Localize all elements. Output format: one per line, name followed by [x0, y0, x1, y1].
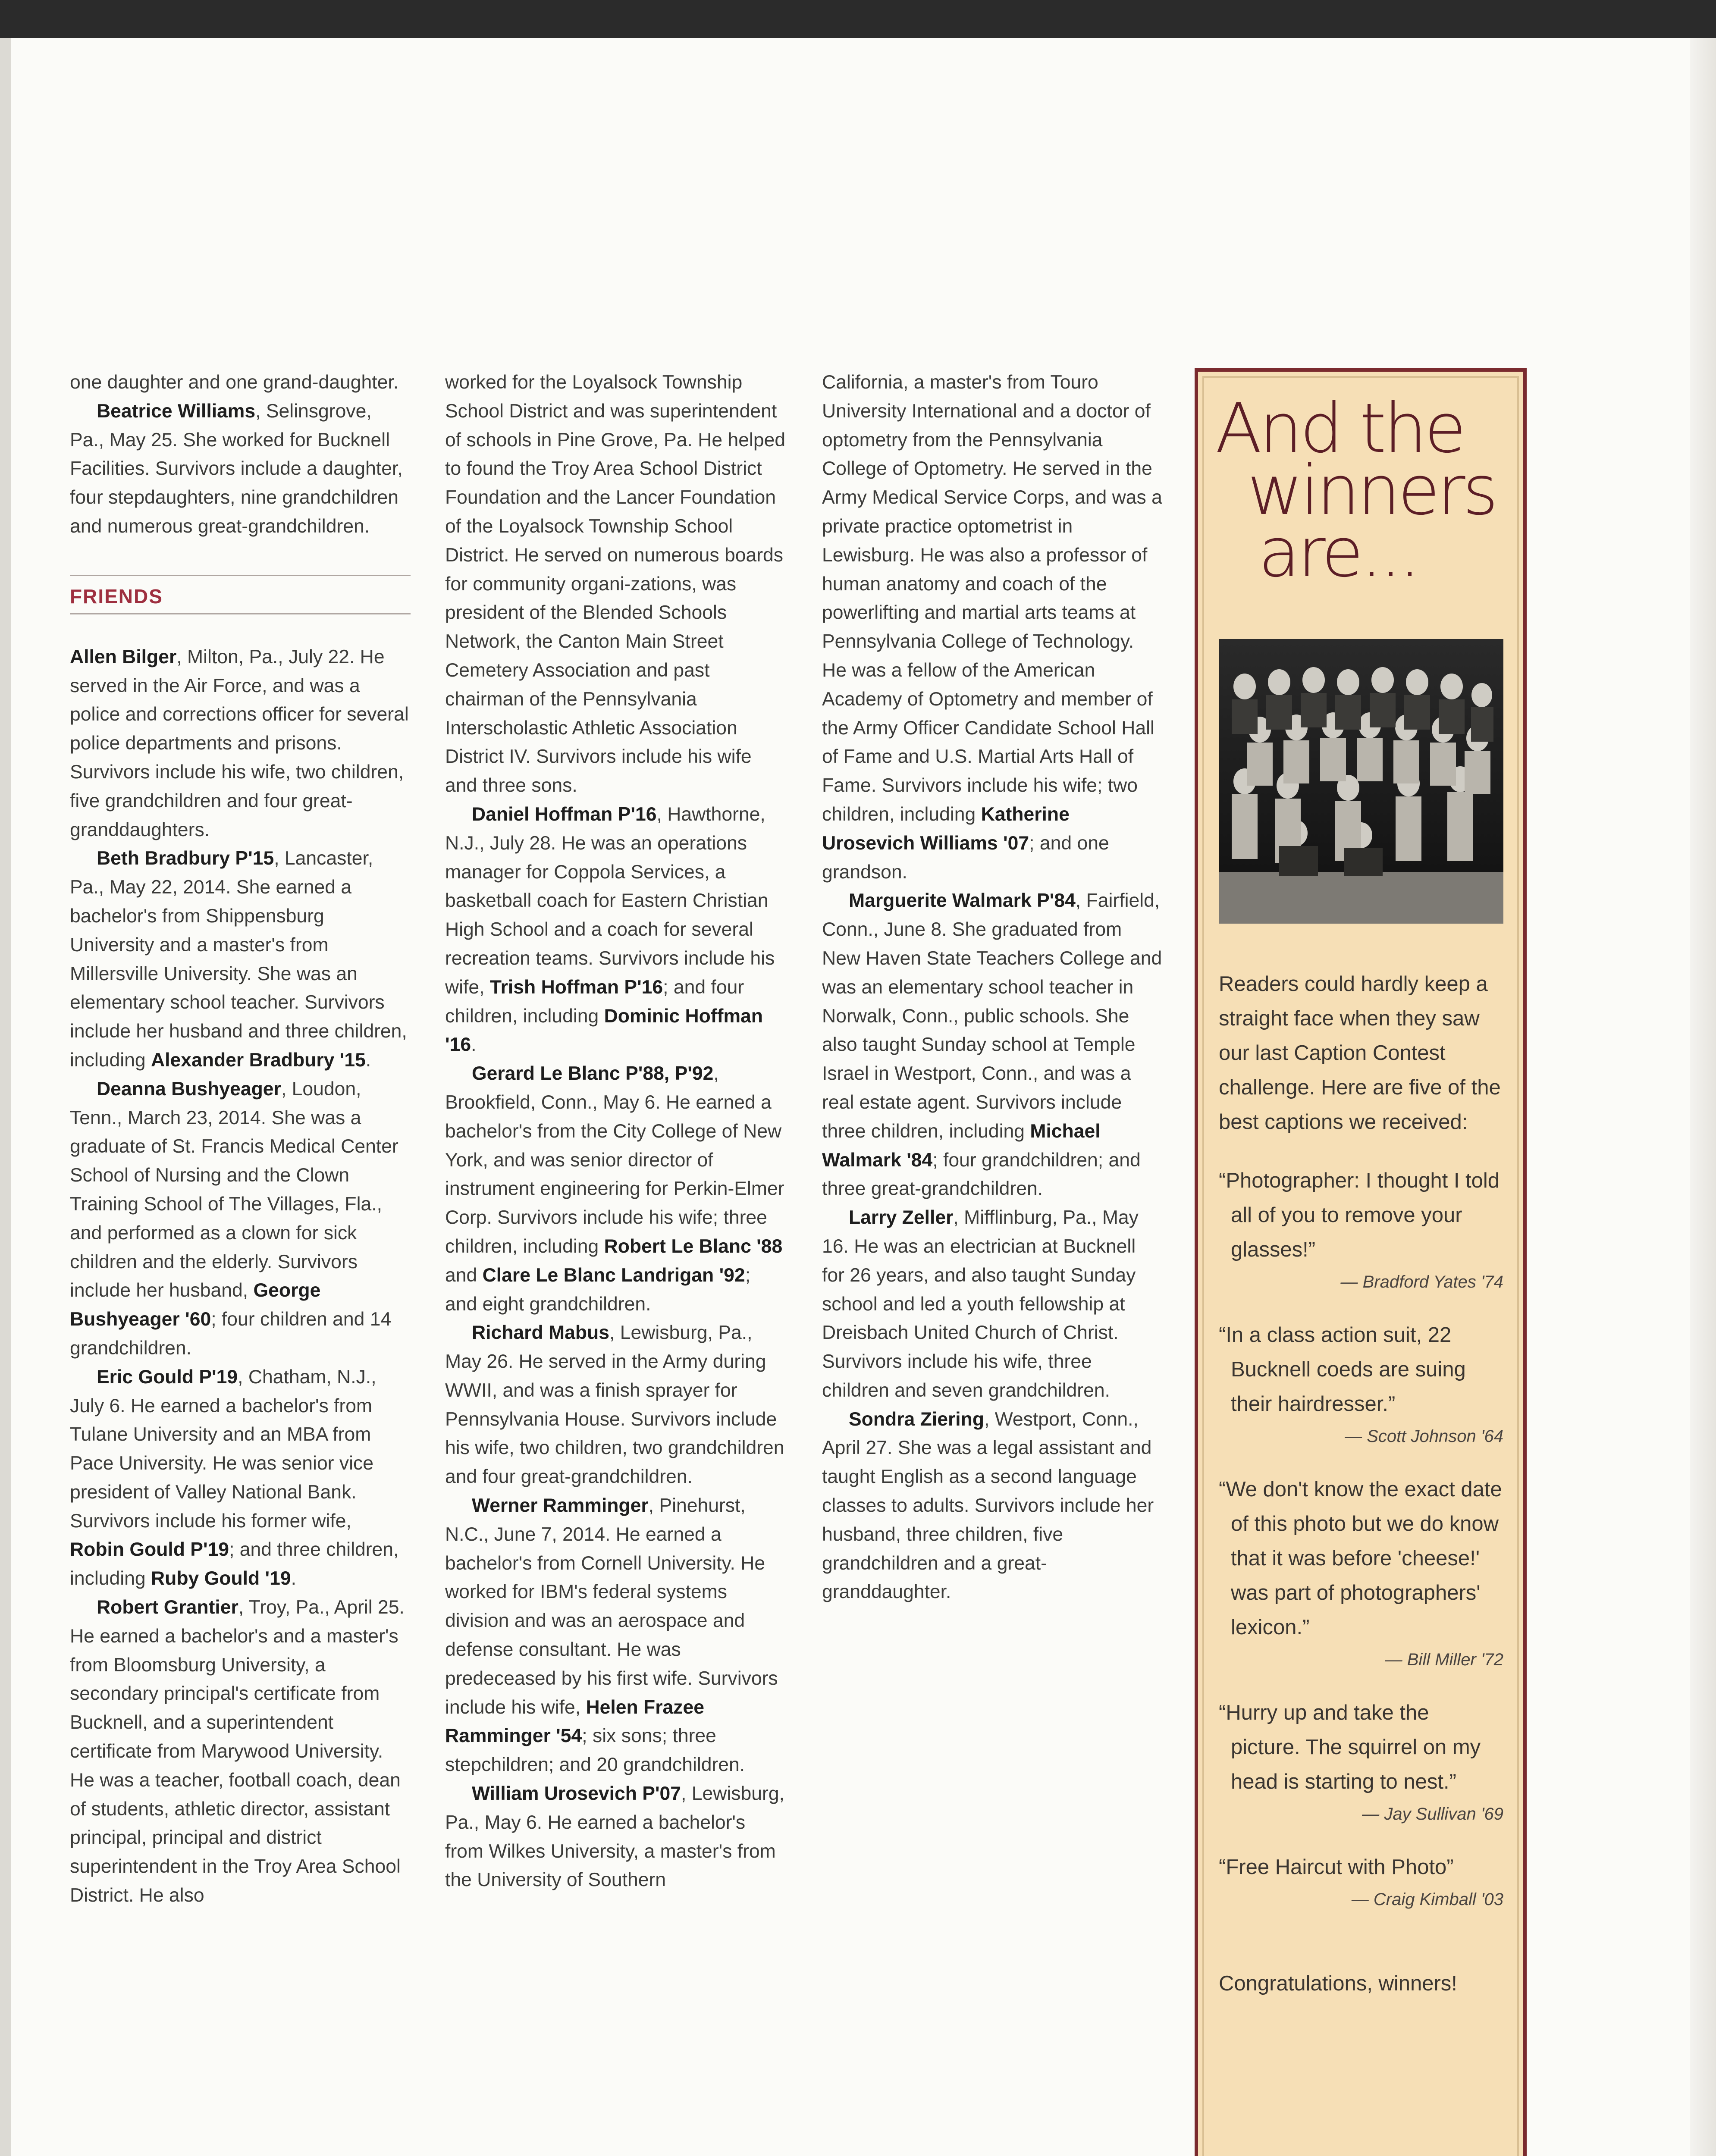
- obituary-continuation: one daughter and one grand-daughter.: [70, 372, 399, 393]
- relative-name: Trish Hoffman P'16: [489, 976, 663, 998]
- relative-name: Robert Le Blanc '88: [604, 1235, 783, 1257]
- obituary-entry: Gerard Le Blanc P'88, P'92, Brookfield, Conn., May 6. He earned a bachelor's from the City College of New York, and was senior director of instrument engineering for Perkin-Elmer Corp. Survivors include his wife; three children, including Robert Le Blanc '88 and Clare Le Blanc Landrigan '92; and eight grandchildren.: [445, 1063, 784, 1315]
- obituary-entry: Richard Mabus, Lewisburg, Pa., May 26. He served in the Army during WWII, and was a finish sprayer for Pennsylvania House. Survivors include his wife, two children, two grandchildren and four great-grandchildren.: [445, 1322, 784, 1488]
- winning-caption: “Hurry up and take the picture. The squirrel on my head is starting to nest.”: [1219, 1701, 1481, 1793]
- obituary-name: Larry Zeller: [849, 1207, 954, 1228]
- winning-caption: “We don't know the exact date of this photo but we do know that it was before 'cheese!' was part of photographers' lexicon.”: [1219, 1478, 1502, 1639]
- obituary-entry: Eric Gould P'19, Chatham, N.J., July 6. He earned a bachelor's from Tulane University and an MBA from Pace University. He was senior vice president of Valley National Bank. Survivors include his former wife, Robin Gould P'19; and three children, including Ruby Gould '19.: [70, 1366, 399, 1589]
- obituary-entry: Sondra Ziering, Westport, Conn., April 27. She was a legal assistant and taught English as a second language classes to adults. Survivors include her husband, three children, five grandchildren and a great-granddaughter.: [822, 1408, 1154, 1603]
- obituary-column-2: [445, 368, 786, 1895]
- obituary-entry: Larry Zeller, Mifflinburg, Pa., May 16. He was an electrician at Bucknell for 26 years, and also taught Sunday school and led a youth fellowship at Dreisbach United Church of Christ. Survivors include his wife, three children and seven grandchildren.: [822, 1207, 1139, 1401]
- sidebar-intro: Readers could hardly keep a straight face when they saw our last Caption Contest challenge. Here are five of the best captions we received:: [1219, 972, 1501, 1134]
- caption-author: — Bradford Yates '74: [1340, 1272, 1503, 1291]
- obituary-name: Allen Bilger: [70, 646, 177, 667]
- obituary-name: Robert Grantier: [97, 1597, 238, 1618]
- sidebar-outro: Congratulations, winners!: [1219, 1972, 1457, 1995]
- sidebar-body: [1219, 967, 1503, 2001]
- obituary-entry: Daniel Hoffman P'16, Hawthorne, N.J., July 28. He was an operations manager for Coppola Services, a basketball coach for Eastern Christian High School and a coach for several recreation teams. Survivors include his wife, Trish Hoffman P'16; and four children, including Dominic Hoffman '16.: [445, 803, 775, 1056]
- obituary-name: Daniel Hoffman P'16: [472, 803, 657, 825]
- obituary-name: Deanna Bushyeager: [97, 1078, 281, 1100]
- sidebar-title: And the winners are...: [1215, 389, 1496, 592]
- obituary-continuation: California, a master's from Touro University International and a doctor of optometry from the Pennsylvania College of Optometry. He served in the Army Medical Service Corps, and was a private practice optometrist in Lewisburg. He was also a professor of human anatomy and coach of the powerlifting and martial arts teams at Pennsylvania College of Technology. He was a fellow of the American Academy of Optometry and member of the Army Officer Candidate School Hall of Fame and U.S. Martial Arts Hall of Fame. Survivors include his wife; two children, including Katherine Urosevich Williams '07; and one grandson.: [822, 372, 1162, 883]
- relative-name: Clare Le Blanc Landrigan '92: [482, 1264, 745, 1286]
- obituary-name: William Urosevich P'07: [472, 1783, 681, 1805]
- relative-name: Michael Walmark '84: [822, 1120, 1101, 1171]
- relative-name: Alexander Bradbury '15: [151, 1049, 366, 1071]
- section-heading-friends: FRIENDS: [70, 575, 411, 614]
- caption-author: — Craig Kimball '03: [1351, 1890, 1503, 1909]
- obituary-entry: Marguerite Walmark P'84, Fairfield, Conn., June 8. She graduated from New Haven State Teachers College and was an elementary school teacher in Norwalk, Conn., public schools. She also taught Sunday school at Temple Israel in Westport, Conn., and was a real estate agent. Survivors include three children, including Michael Walmark '84; four grandchildren; and three great-grandchildren.: [822, 890, 1162, 1200]
- obituary-name: Richard Mabus: [472, 1322, 609, 1344]
- caption-author: — Bill Miller '72: [1385, 1650, 1503, 1669]
- group-photo-image: [1219, 639, 1503, 924]
- caption-author: — Scott Johnson '64: [1345, 1427, 1503, 1446]
- obituary-continuation: worked for the Loyalsock Township School District and was superintendent of schools in Pine Grove, Pa. He helped to found the Troy Area School District Foundation and the Lancer Foundation of the Loyalsock Township School District. He served on numerous boards for community organi-zations, was president of the Blended Schools Network, the Canton Main Street Cemetery Association and past chairman of the Pennsylvania Interscholastic Athletic Association District IV. Survivors include his wife and three sons.: [445, 372, 786, 796]
- obituary-column-3: [822, 368, 1163, 1607]
- obituary-entry: Robert Grantier, Troy, Pa., April 25. He earned a bachelor's and a master's from Bloomsburg University, a secondary principal's certificate from Bucknell, and a superintendent certificate from Marywood University. He was a teacher, football coach, dean of students, athletic director, assistant principal, principal and district superintendent in the Troy Area School District. He also: [70, 1597, 405, 1906]
- obituary-entry: Deanna Bushyeager, Loudon, Tenn., March 23, 2014. She was a graduate of St. Francis Medical Center School of Nursing and the Clown Training School of The Villages, Fla., and performed as a clown for sick children and the elderly. Survivors include her husband, George Bushyeager '60; four children and 14 grandchildren.: [70, 1078, 398, 1359]
- winning-caption: “In a class action suit, 22 Bucknell coeds are suing their hairdresser.”: [1219, 1323, 1466, 1416]
- relative-name: Katherine Urosevich Williams '07: [822, 803, 1070, 854]
- magazine-page: [0, 38, 1716, 2156]
- relative-name: Ruby Gould '19: [151, 1568, 291, 1589]
- vintage-group-photo: [1219, 639, 1503, 924]
- obituary-name: Gerard Le Blanc P'88, P'92: [472, 1063, 714, 1084]
- obituary-entry: Werner Ramminger, Pinehurst, N.C., June 7, 2014. He earned a bachelor's from Cornell University. He worked for IBM's federal systems division and was an aerospace and defense consultant. He was predeceased by his first wife. Survivors include his wife, Helen Frazee Ramminger '54; six sons; three stepchildren; and 20 grandchildren.: [445, 1495, 778, 1776]
- relative-name: Dominic Hoffman '16: [445, 1005, 763, 1056]
- caption-contest-sidebar: [1195, 368, 1527, 2156]
- obituary-entry: Beatrice Williams, Selinsgrove, Pa., May 25. She worked for Bucknell Facilities. Survivors include a daughter, four stepdaughters, nine grandchildren and numerous great-grandchildren.: [70, 400, 403, 537]
- obituary-name: Werner Ramminger: [472, 1495, 649, 1517]
- relative-name: Helen Frazee Ramminger '54: [445, 1696, 705, 1747]
- caption-author: — Jay Sullivan '69: [1362, 1805, 1503, 1824]
- obituary-entry: William Urosevich P'07, Lewisburg, Pa., May 6. He earned a bachelor's from Wilkes University, a master's from the University of Southern: [445, 1783, 784, 1891]
- relative-name: George Bushyeager '60: [70, 1280, 321, 1330]
- obituary-name: Sondra Ziering: [849, 1408, 984, 1430]
- obituary-name: Beatrice Williams: [97, 400, 256, 422]
- obituary-name: Beth Bradbury P'15: [97, 848, 274, 869]
- obituary-name: Eric Gould P'19: [97, 1366, 238, 1388]
- winning-caption: “Free Haircut with Photo”: [1219, 1855, 1454, 1879]
- obituary-name: Marguerite Walmark P'84: [849, 890, 1076, 912]
- obituary-entry: Allen Bilger, Milton, Pa., July 22. He served in the Air Force, and was a police and corrections officer for several police departments and prisons. Survivors include his wife, two children, five grandchildren and four great-granddaughters.: [70, 646, 409, 840]
- obituary-column-1: [70, 368, 411, 1910]
- obituary-entry: Beth Bradbury P'15, Lancaster, Pa., May 22, 2014. She earned a bachelor's from Shippensburg University and a master's from Millersville University. She was an elementary school teacher. Survivors include her husband and three children, including Alexander Bradbury '15.: [70, 848, 407, 1071]
- relative-name: Robin Gould P'19: [70, 1539, 229, 1561]
- winning-caption: “Photographer: I thought I told all of you to remove your glasses!”: [1219, 1169, 1500, 1261]
